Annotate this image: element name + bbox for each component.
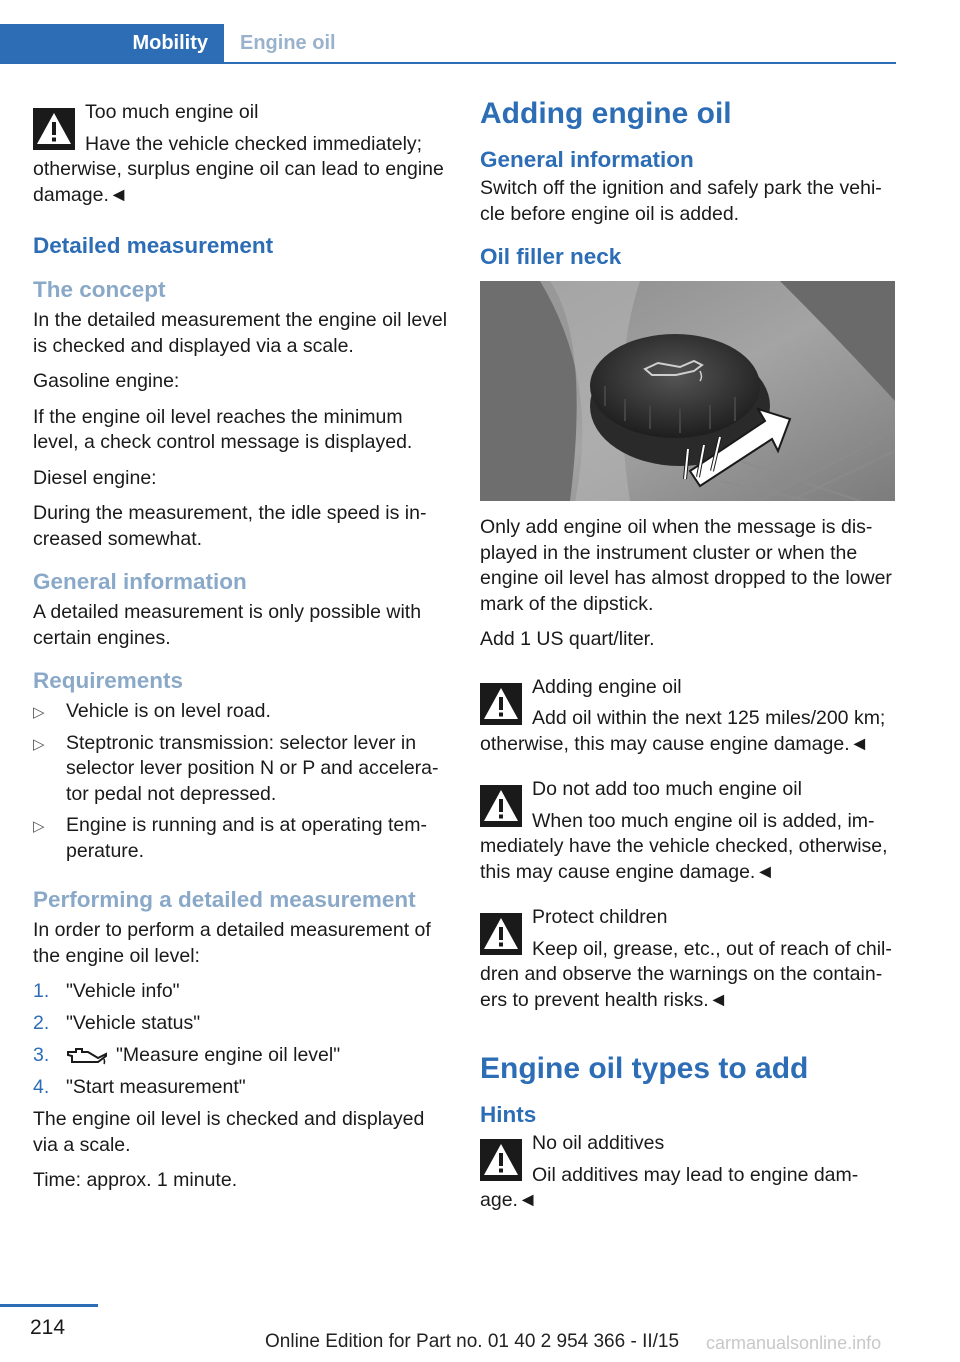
list-item: ▷ Vehicle is on level road. — [33, 699, 448, 725]
right-column — [480, 96, 895, 1234]
warning-body: Keep oil, grease, etc., out of reach of children and observe the warnings on the containers to prevent health risks.◄ — [480, 937, 892, 1011]
list-item: ▷ Engine is running and is at operating temperature. — [33, 814, 427, 862]
warning-title: Protect children — [532, 906, 668, 928]
edition-note: Online Edition for Part no. 01 40 2 954 366 - II/15 — [265, 1331, 680, 1352]
warning-adding-engine-oil — [480, 675, 895, 758]
warning-protect-children — [480, 905, 895, 1013]
paragraph-concept: In the detailed measurement the engine oil level is checked and displayed via a scale. — [33, 309, 448, 357]
warning-triangle-icon — [480, 683, 522, 725]
warning-body: Add oil within the next 125 miles/200 km; otherwise, this may cause engine damage.◄ — [480, 707, 886, 755]
heading-oil-filler-neck: Oil filler neck — [480, 244, 622, 269]
heading-engine-oil-types: Engine oil types to add — [480, 1052, 809, 1085]
heading-hints: Hints — [480, 1102, 537, 1127]
paragraph-gasoline: If the engine oil level reaches the minimum level, a check control message is displayed. — [33, 405, 413, 453]
list-item: 1. "Vehicle info" — [33, 980, 180, 1002]
heading-detailed-measurement: Detailed measurement — [33, 233, 274, 258]
warning-no-oil-additives — [480, 1131, 895, 1214]
section-tab-engine-oil: Engine oil — [240, 31, 336, 54]
triangle-bullet-icon: ▷ — [33, 818, 45, 835]
page-number: 214 — [30, 1316, 66, 1339]
heading-requirements: Requirements — [33, 668, 184, 693]
triangle-bullet-icon: ▷ — [33, 735, 45, 753]
list-item: 4. "Start measurement" — [33, 1076, 246, 1098]
paragraph-result: The engine oil level is checked and displayed via a scale. — [33, 1108, 425, 1156]
warning-body: When too much engine oil is added, immediately have the vehicle checked, otherwise, this may cause engine damage.◄ — [480, 809, 888, 883]
heading-general-information: General information — [33, 569, 247, 594]
warning-title: Too much engine oil — [85, 101, 259, 123]
heading-adding-engine-oil: Adding engine oil — [480, 97, 732, 130]
paragraph-gasoline-label: Gasoline engine: — [33, 370, 180, 392]
paragraph-only-add: Only add engine oil when the message is displayed in the instrument cluster or when the engine oil level has almost dropped to the lower mark of the dipstick. — [480, 516, 892, 615]
paragraph-general: A detailed measurement is only possible with certain engines. — [33, 601, 422, 649]
warning-body: Have the vehicle checked immediately; otherwise, surplus engine oil can lead to engine damage.◄ — [33, 132, 444, 206]
oil-filler-neck-photo — [480, 281, 895, 501]
heading-performing-measurement: Performing a detailed measurement — [33, 887, 416, 912]
heading-the-concept: The concept — [33, 277, 166, 302]
warning-triangle-icon — [480, 913, 522, 955]
list-item: 3. "Measure engine oil level" — [33, 1044, 341, 1066]
watermark: carmanualsonline.info — [706, 1333, 882, 1353]
paragraph-diesel-label: Diesel engine: — [33, 466, 157, 489]
requirements-list — [33, 699, 448, 864]
warning-triangle-icon — [480, 785, 522, 827]
warning-title: No oil additives — [532, 1132, 665, 1154]
page-header — [0, 0, 896, 64]
warning-body: Oil additives may lead to engine damage.◄ — [480, 1163, 859, 1211]
footer-rule — [0, 1304, 98, 1307]
left-column — [33, 100, 448, 1204]
warning-too-much-oil-right — [480, 777, 895, 885]
list-item: 2. "Vehicle status" — [33, 1012, 201, 1034]
warning-title: Adding engine oil — [532, 675, 682, 698]
heading-general-information-right: General information — [480, 147, 694, 172]
warning-triangle-icon — [33, 108, 75, 150]
paragraph-diesel: During the measurement, the idle speed is increased somewhat. — [33, 502, 427, 550]
paragraph-general-right: Switch off the ignition and safely park the vehicle before engine oil is added. — [480, 177, 882, 225]
paragraph-performing: In order to perform a detailed measurement of the engine oil level: — [33, 919, 431, 967]
warning-triangle-icon — [480, 1139, 522, 1181]
paragraph-time: Time: approx. 1 minute. — [33, 1169, 238, 1191]
paragraph-add-quantity: Add 1 US quart/liter. — [480, 628, 655, 650]
steps-list — [33, 979, 448, 1101]
section-tab-mobility: Mobility — [0, 24, 224, 62]
oil-can-icon — [66, 1046, 108, 1066]
warning-title: Do not add too much engine oil — [532, 778, 802, 800]
list-item: ▷ Steptronic transmission: selector lever in selector lever position N or P and accelerator pedal not depressed. — [33, 731, 439, 805]
warning-too-much-oil — [33, 100, 448, 208]
triangle-bullet-icon: ▷ — [33, 704, 45, 721]
